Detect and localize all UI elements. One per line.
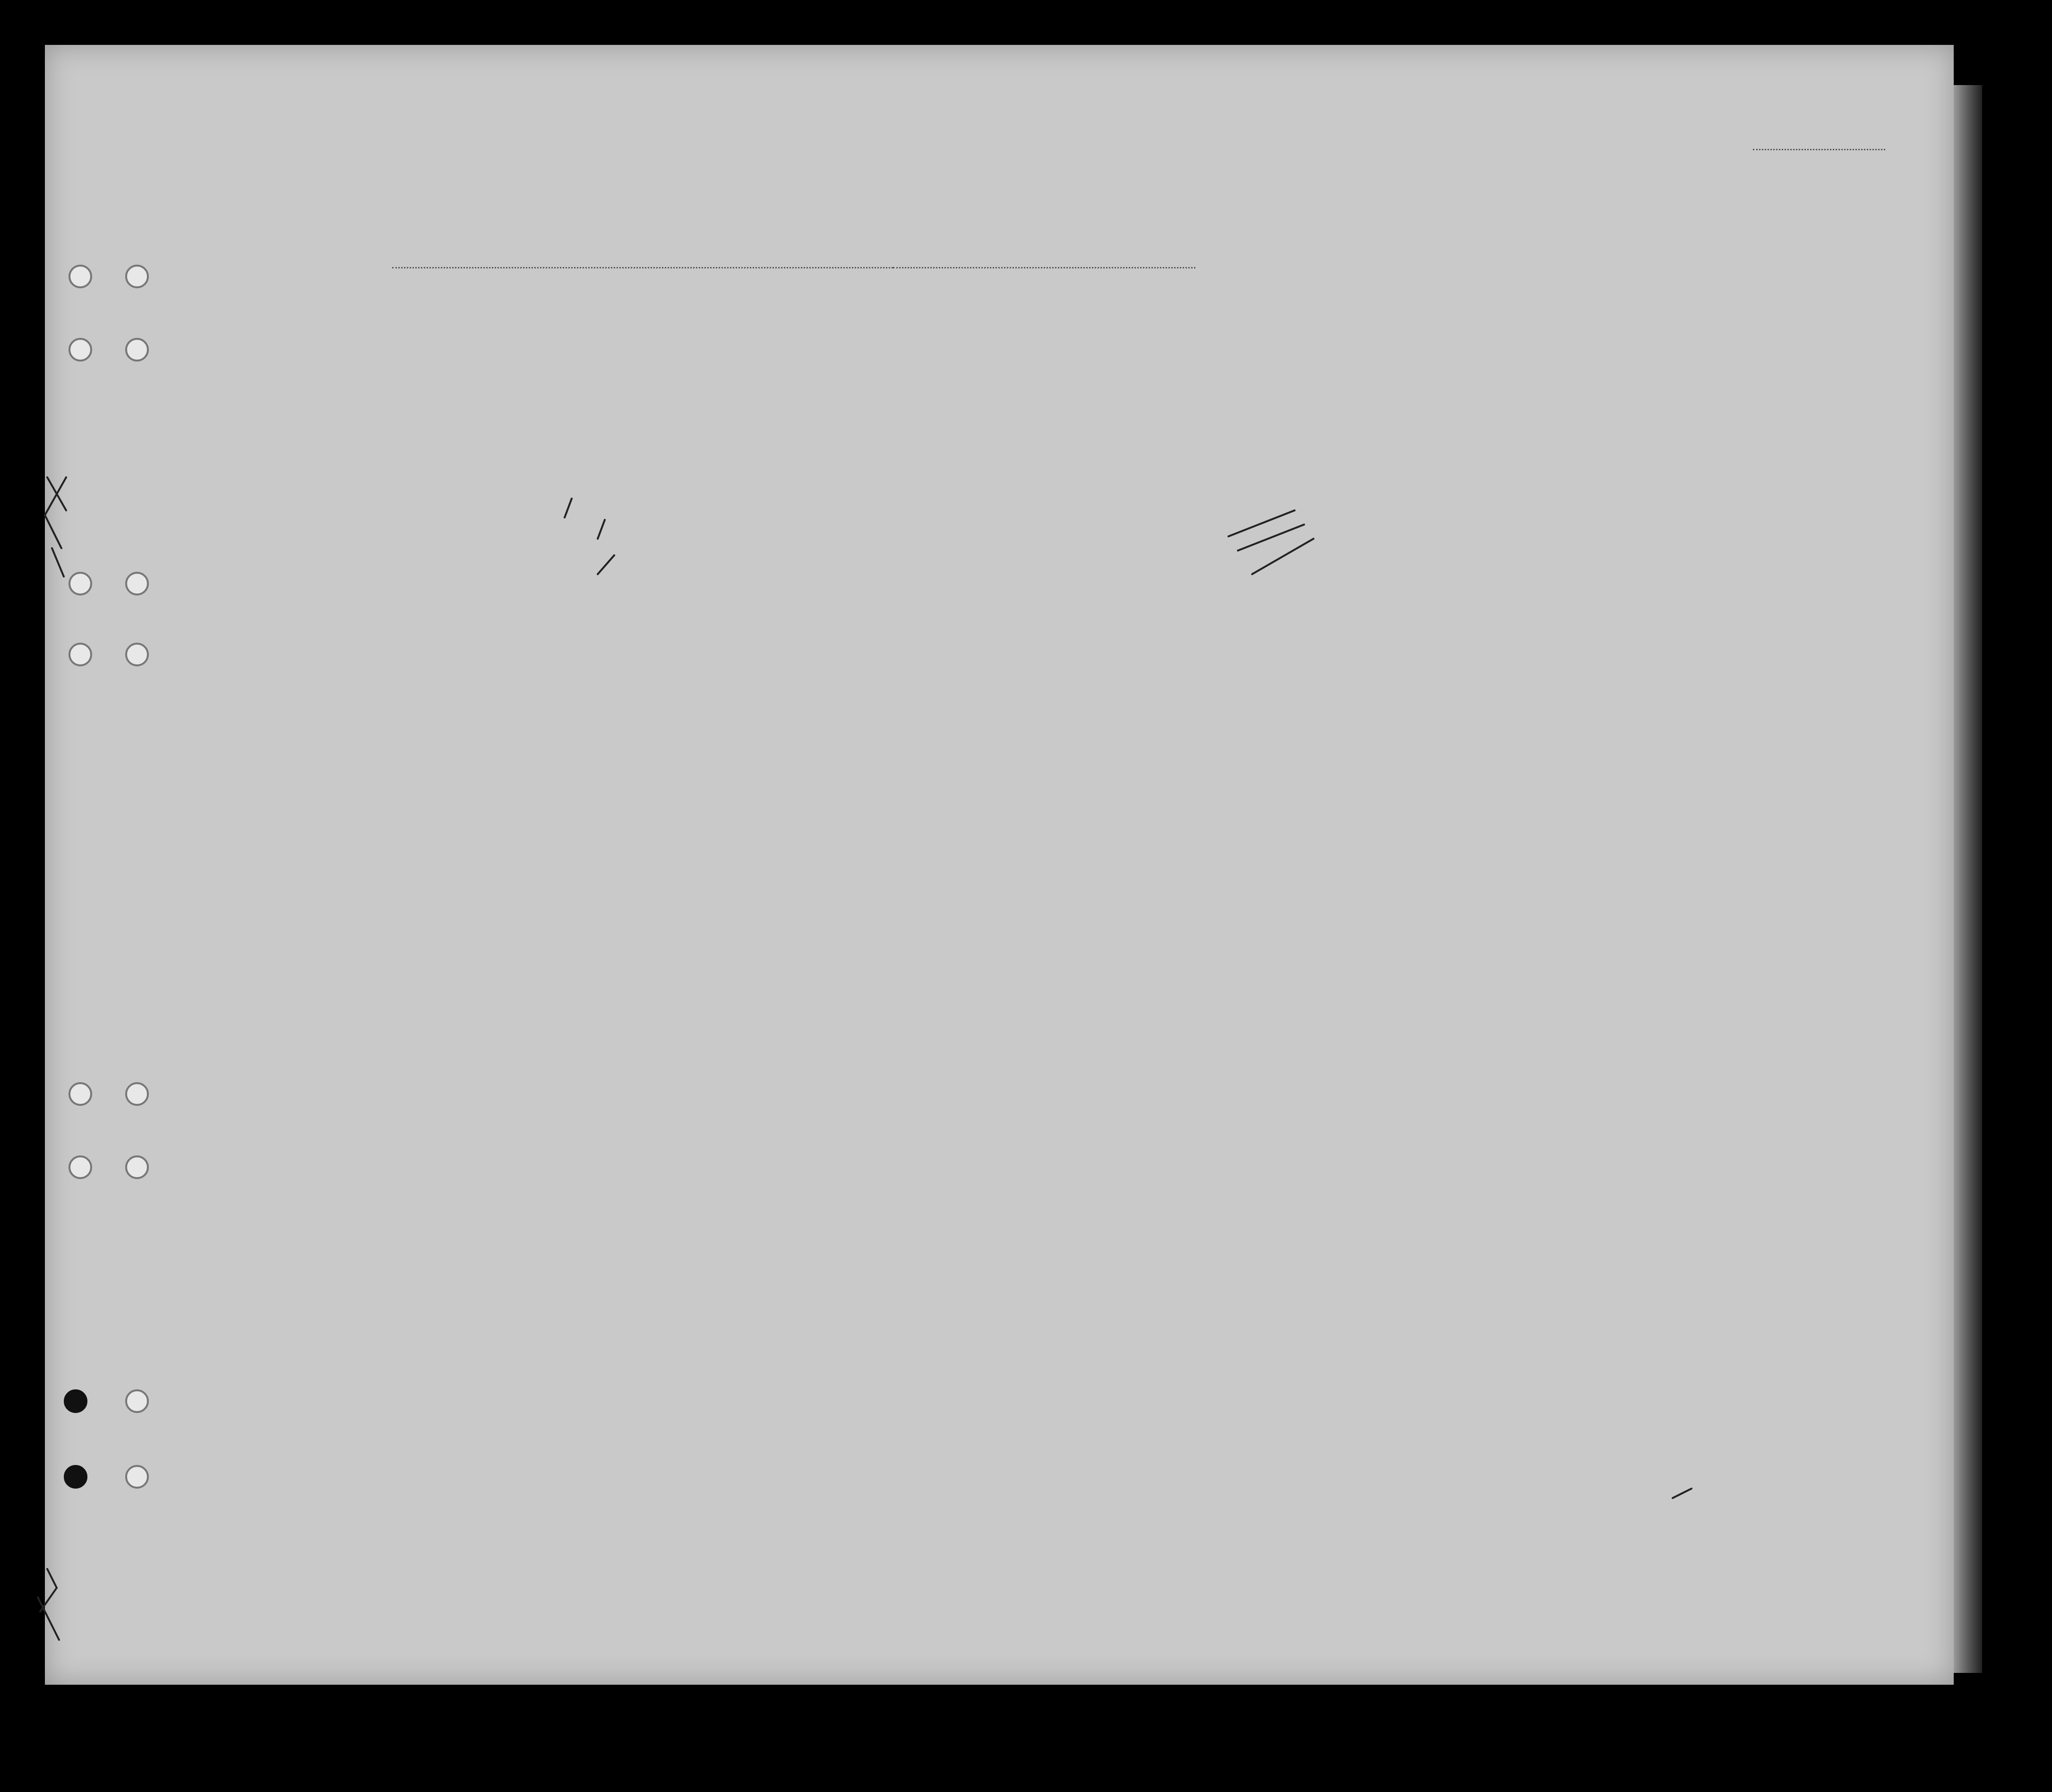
tick-mark: [1673, 1489, 1691, 1498]
slash-mark: [1252, 539, 1314, 574]
tick-mark: [598, 555, 614, 574]
margin-x-mark: [38, 1597, 59, 1640]
margin-x-mark: [45, 515, 61, 548]
tick-mark: [598, 520, 605, 539]
margin-x-mark: [52, 548, 64, 577]
margin-x-mark: [45, 477, 66, 515]
tick-mark: [565, 499, 572, 517]
